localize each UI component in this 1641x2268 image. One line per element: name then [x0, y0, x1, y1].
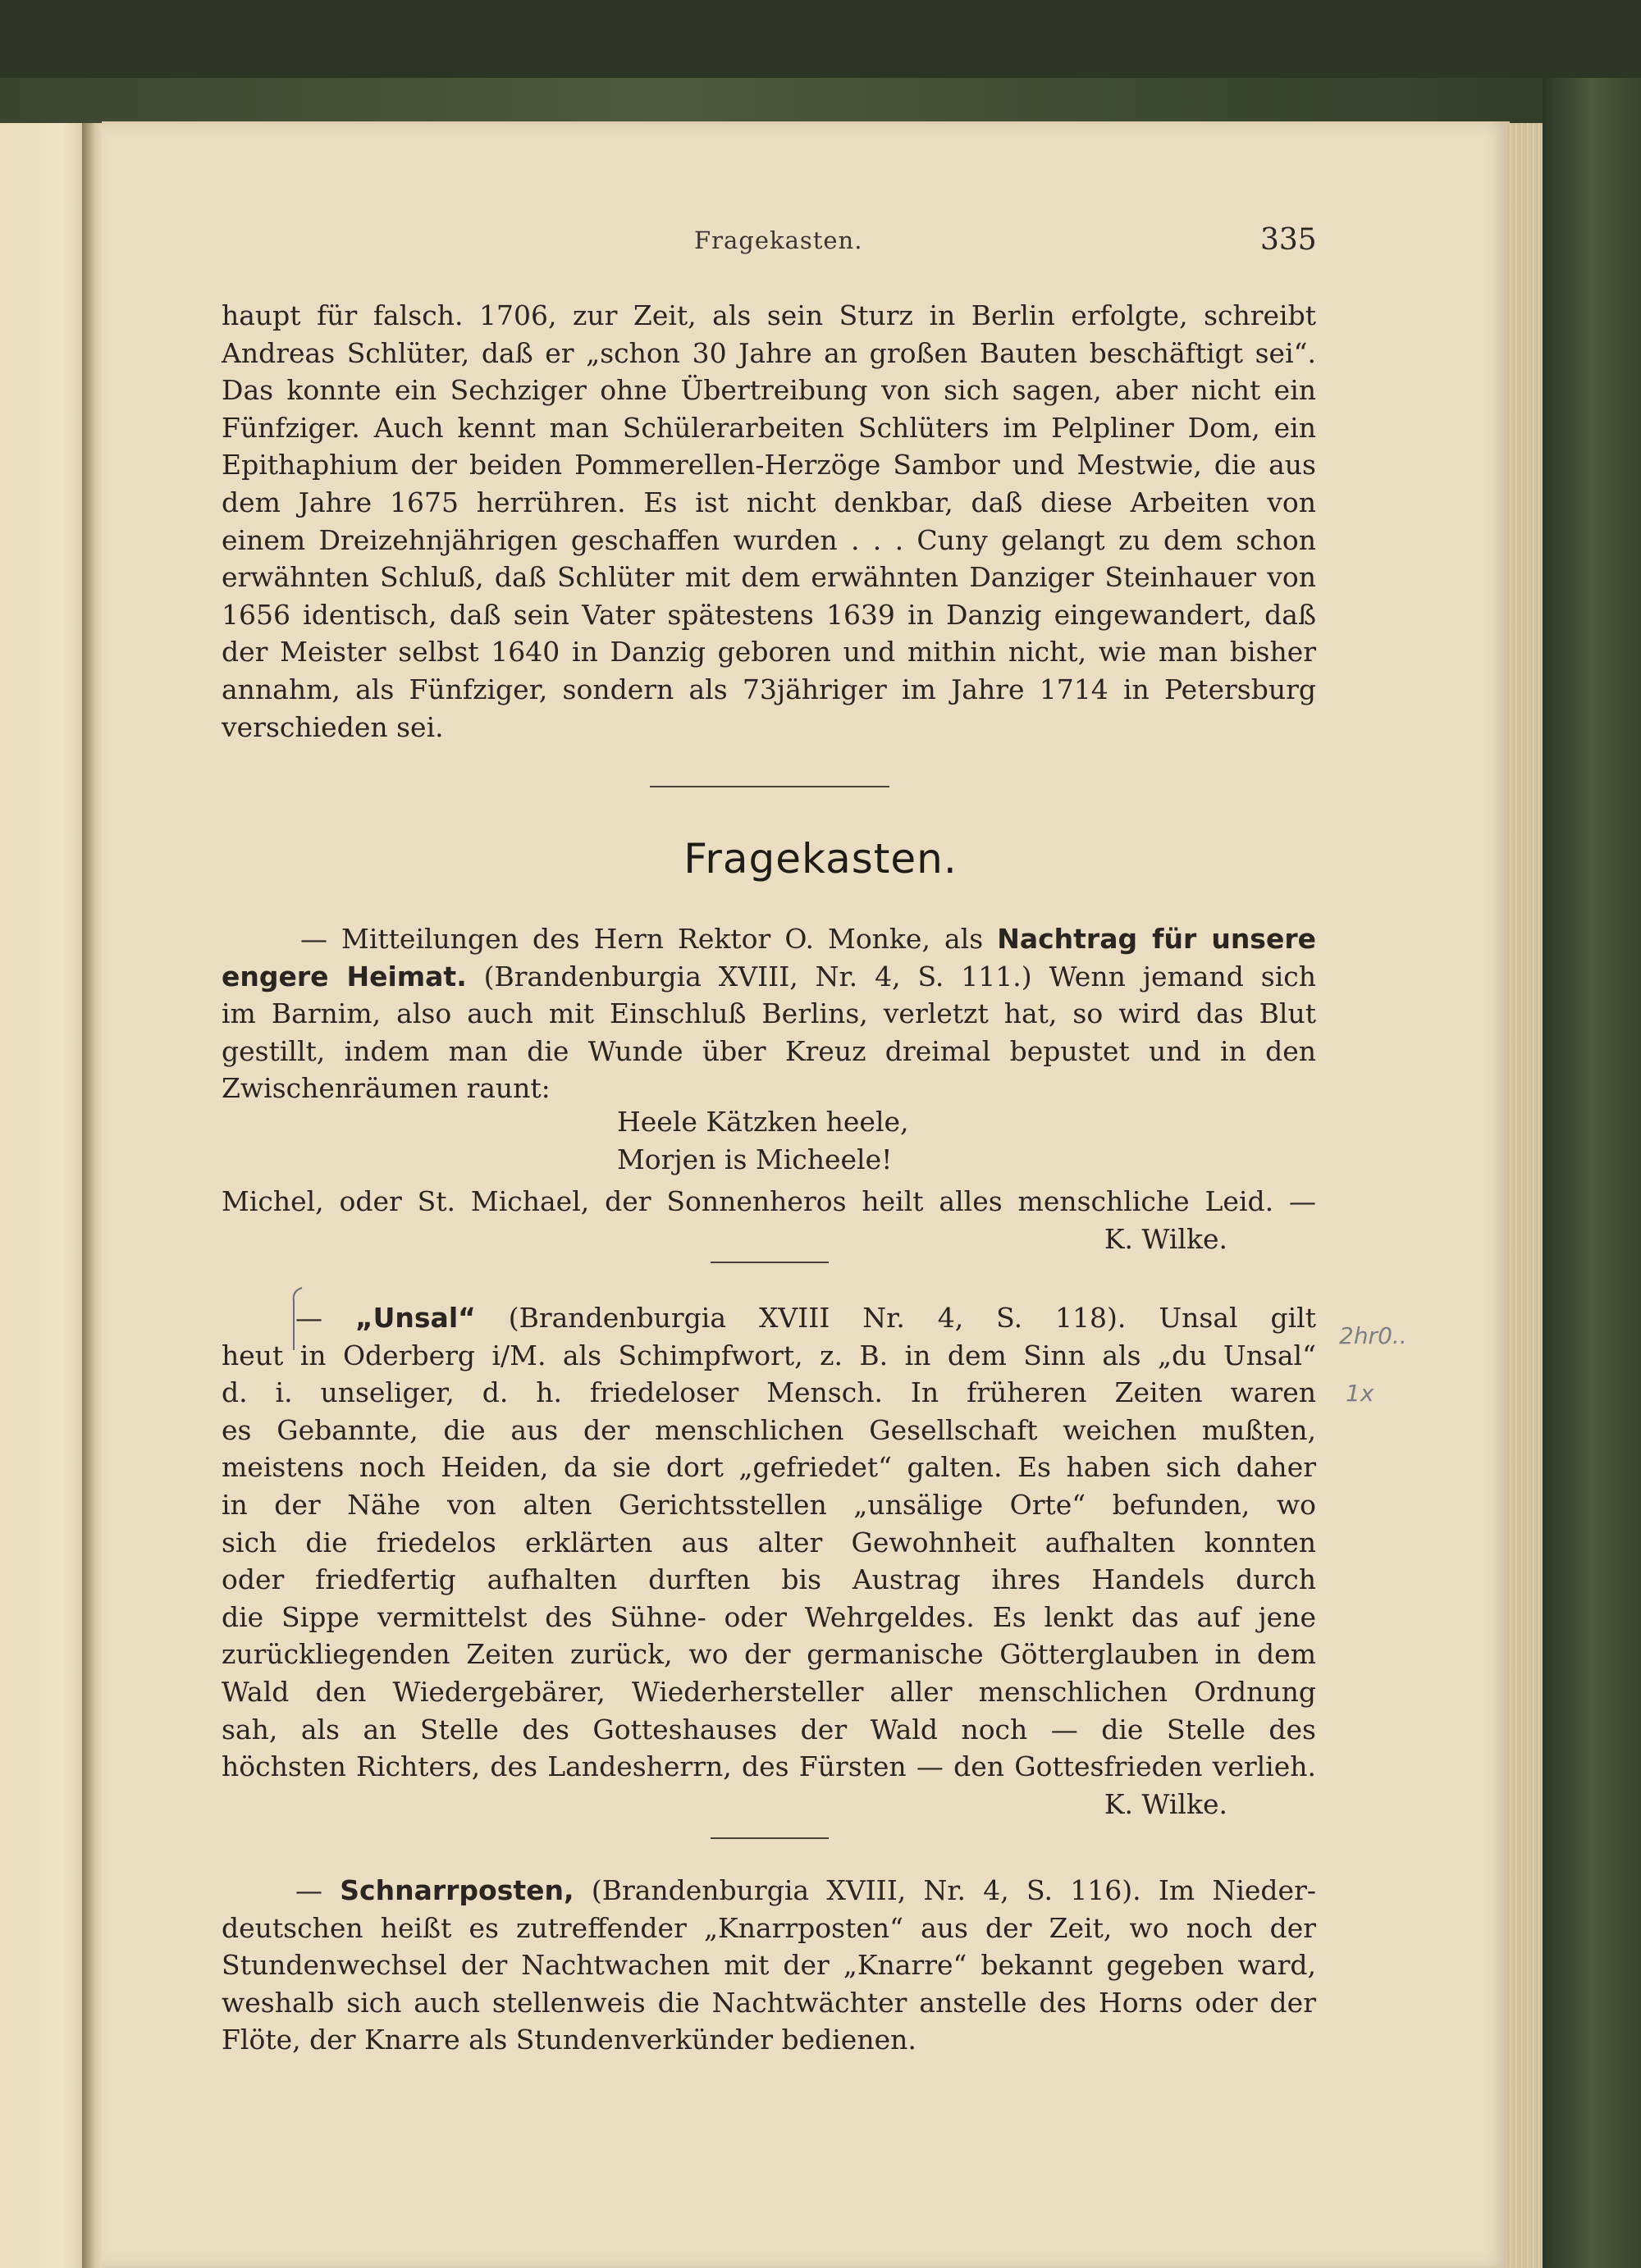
bold-keyword: engere Heimat. — [222, 960, 467, 993]
page-number: 335 — [1260, 223, 1317, 257]
text-line: 1656 identisch, daß sein Vater spätestens 1639 in Danzig eingewandert, daß — [222, 598, 1316, 631]
pencil-bracket-mark — [287, 1285, 307, 1358]
verse — [617, 1103, 909, 1178]
text-line — [222, 1299, 1316, 1337]
text-line: erwähnten Schluß, daß Schlüter mit dem erwähnten Danziger Steinhauer von — [222, 561, 1316, 594]
text-line: in der Nähe von alten Gerichtsstellen „unsälige Orte“ befunden, wo — [222, 1488, 1316, 1521]
running-title: Fragekasten. — [694, 226, 863, 254]
text-line: Wald den Wiedergebärer, Wiederhersteller aller menschlichen Ordnung — [222, 1675, 1316, 1708]
text-span: — — [295, 1874, 341, 1906]
pencil-margin-note: 2hr0.. — [1339, 1322, 1407, 1349]
entry-mitteilungen-closing — [222, 1183, 1316, 1257]
text-line — [222, 958, 1316, 996]
bold-keyword: Schnarrposten, — [340, 1874, 574, 1906]
text-span: — — [295, 1302, 355, 1334]
text-line: dem Jahre 1675 herrühren. Es ist nicht denkbar, daß diese Arbeiten von — [222, 486, 1316, 518]
text-line: meistens noch Heiden, da sie dort „gefriedet“ galten. Es haben sich daher — [222, 1451, 1316, 1484]
text-line: im Barnim, also auch mit Einschluß Berlins, verletzt hat, so wird das Blut — [222, 997, 1316, 1030]
text-line: Das konnte ein Sechziger ohne Übertreibung von sich sagen, aber nicht ein — [222, 374, 1316, 407]
text-line: sich die friedelos erklärten aus alter Gewohnheit aufhalten konnten — [222, 1526, 1316, 1558]
text-line: annahm, als Fünfziger, sondern als 73jähriger im Jahre 1714 in Petersburg — [222, 673, 1316, 705]
text-line: haupt für falsch. 1706, zur Zeit, als sein Sturz in Berlin erfolgte, schreibt — [222, 299, 1316, 331]
text-line — [222, 920, 1316, 958]
text-line: Zwischenräumen raunt: — [222, 1072, 551, 1105]
intro-paragraph — [222, 297, 1316, 746]
text-span: (Brandenburgia XVIII, Nr. 4, S. 116). Im Nieder- — [574, 1874, 1316, 1906]
text-line: oder friedfertig aufhalten durften bis Austrag ihres Handels durch — [222, 1563, 1316, 1596]
entry-schnarrposten — [222, 1872, 1316, 2059]
book-binding-right — [1543, 78, 1641, 2268]
bold-keyword: Nachtrag für unsere — [997, 923, 1316, 955]
signature: K. Wilke. — [1104, 1222, 1227, 1255]
section-title: Fragekasten. — [683, 835, 958, 883]
pencil-margin-note: 1x — [1346, 1380, 1374, 1407]
text-line — [222, 1872, 1316, 1910]
text-line: Andreas Schlüter, daß er „schon 30 Jahre an großen Bauten beschäftigt sei“. — [222, 336, 1316, 369]
bold-keyword: „Unsal“ — [354, 1302, 476, 1334]
text-line: der Meister selbst 1640 in Danzig geboren und mithin nicht, wie man bisher — [222, 636, 1316, 669]
section-divider — [650, 786, 889, 787]
verse-line: Morjen is Micheele! — [617, 1143, 893, 1175]
text-line: Epithaphium der beiden Pommerellen-Herzöge Sambor und Mestwie, die aus — [222, 449, 1316, 481]
entry-divider — [711, 1837, 829, 1839]
text-span: (Brandenburgia XVIII Nr. 4, S. 118). Unsal gilt — [475, 1302, 1316, 1334]
text-line: zurückliegenden Zeiten zurück, wo der germanische Götterglauben in dem — [222, 1638, 1316, 1671]
text-line: heut in Oderberg i/M. als Schimpfwort, z. B. in dem Sinn als „du Unsal“ — [222, 1339, 1316, 1371]
text-line: Michel, oder St. Michael, der Sonnenheros heilt alles menschliche Leid. — — [222, 1185, 1316, 1217]
text-line: es Gebannte, die aus der menschlichen Gesellschaft weichen mußten, — [222, 1413, 1316, 1446]
text-line: deutschen heißt es zutreffender „Knarrposten“ aus der Zeit, wo noch der — [222, 1911, 1316, 1944]
text-line: Flöte, der Knarre als Stundenverkünder bedienen. — [222, 2024, 916, 2056]
text-line: d. i. unseliger, d. h. friedeloser Mensch. In früheren Zeiten waren — [222, 1376, 1316, 1409]
entry-divider — [711, 1262, 829, 1263]
page-edges — [1506, 123, 1543, 2268]
text-line: weshalb sich auch stellenweis die Nachtwächter anstelle des Horns oder der — [222, 1986, 1316, 2019]
text-line: verschieden sei. — [222, 710, 444, 743]
text-line: Stundenwechsel der Nachtwachen mit der „Knarre“ bekannt gegeben ward, — [222, 1949, 1316, 1982]
text-line: gestillt, indem man die Wunde über Kreuz dreimal bepustet und in den — [222, 1034, 1316, 1067]
text-line: sah, als an Stelle des Gotteshauses der Wald noch — die Stelle des — [222, 1713, 1316, 1745]
text-line: einem Dreizehnjährigen geschaffen wurden . . . Cuny gelangt zu dem schon — [222, 523, 1316, 556]
entry-mitteilungen — [222, 920, 1316, 1107]
left-page-edge — [0, 123, 90, 2268]
text-line: Fünfziger. Auch kennt man Schülerarbeiten Schlüters im Pelpliner Dom, ein — [222, 411, 1316, 444]
text-span: (Brandenburgia XVIII, Nr. 4, S. 111.) Wenn jemand sich — [466, 960, 1316, 993]
verse-line: Heele Kätzken heele, — [617, 1106, 909, 1138]
text-line: die Sippe vermittelst des Sühne- oder Wehrgeldes. Es lenkt das auf jene — [222, 1600, 1316, 1633]
text-line: höchsten Richters, des Landesherrn, des Fürsten — den Gottesfrieden verlieh. — [222, 1750, 1316, 1783]
entry-unsal — [222, 1299, 1316, 1823]
text-span: — Mitteilungen des Hern Rektor O. Monke, als — [300, 923, 998, 955]
signature: K. Wilke. — [1104, 1787, 1227, 1820]
